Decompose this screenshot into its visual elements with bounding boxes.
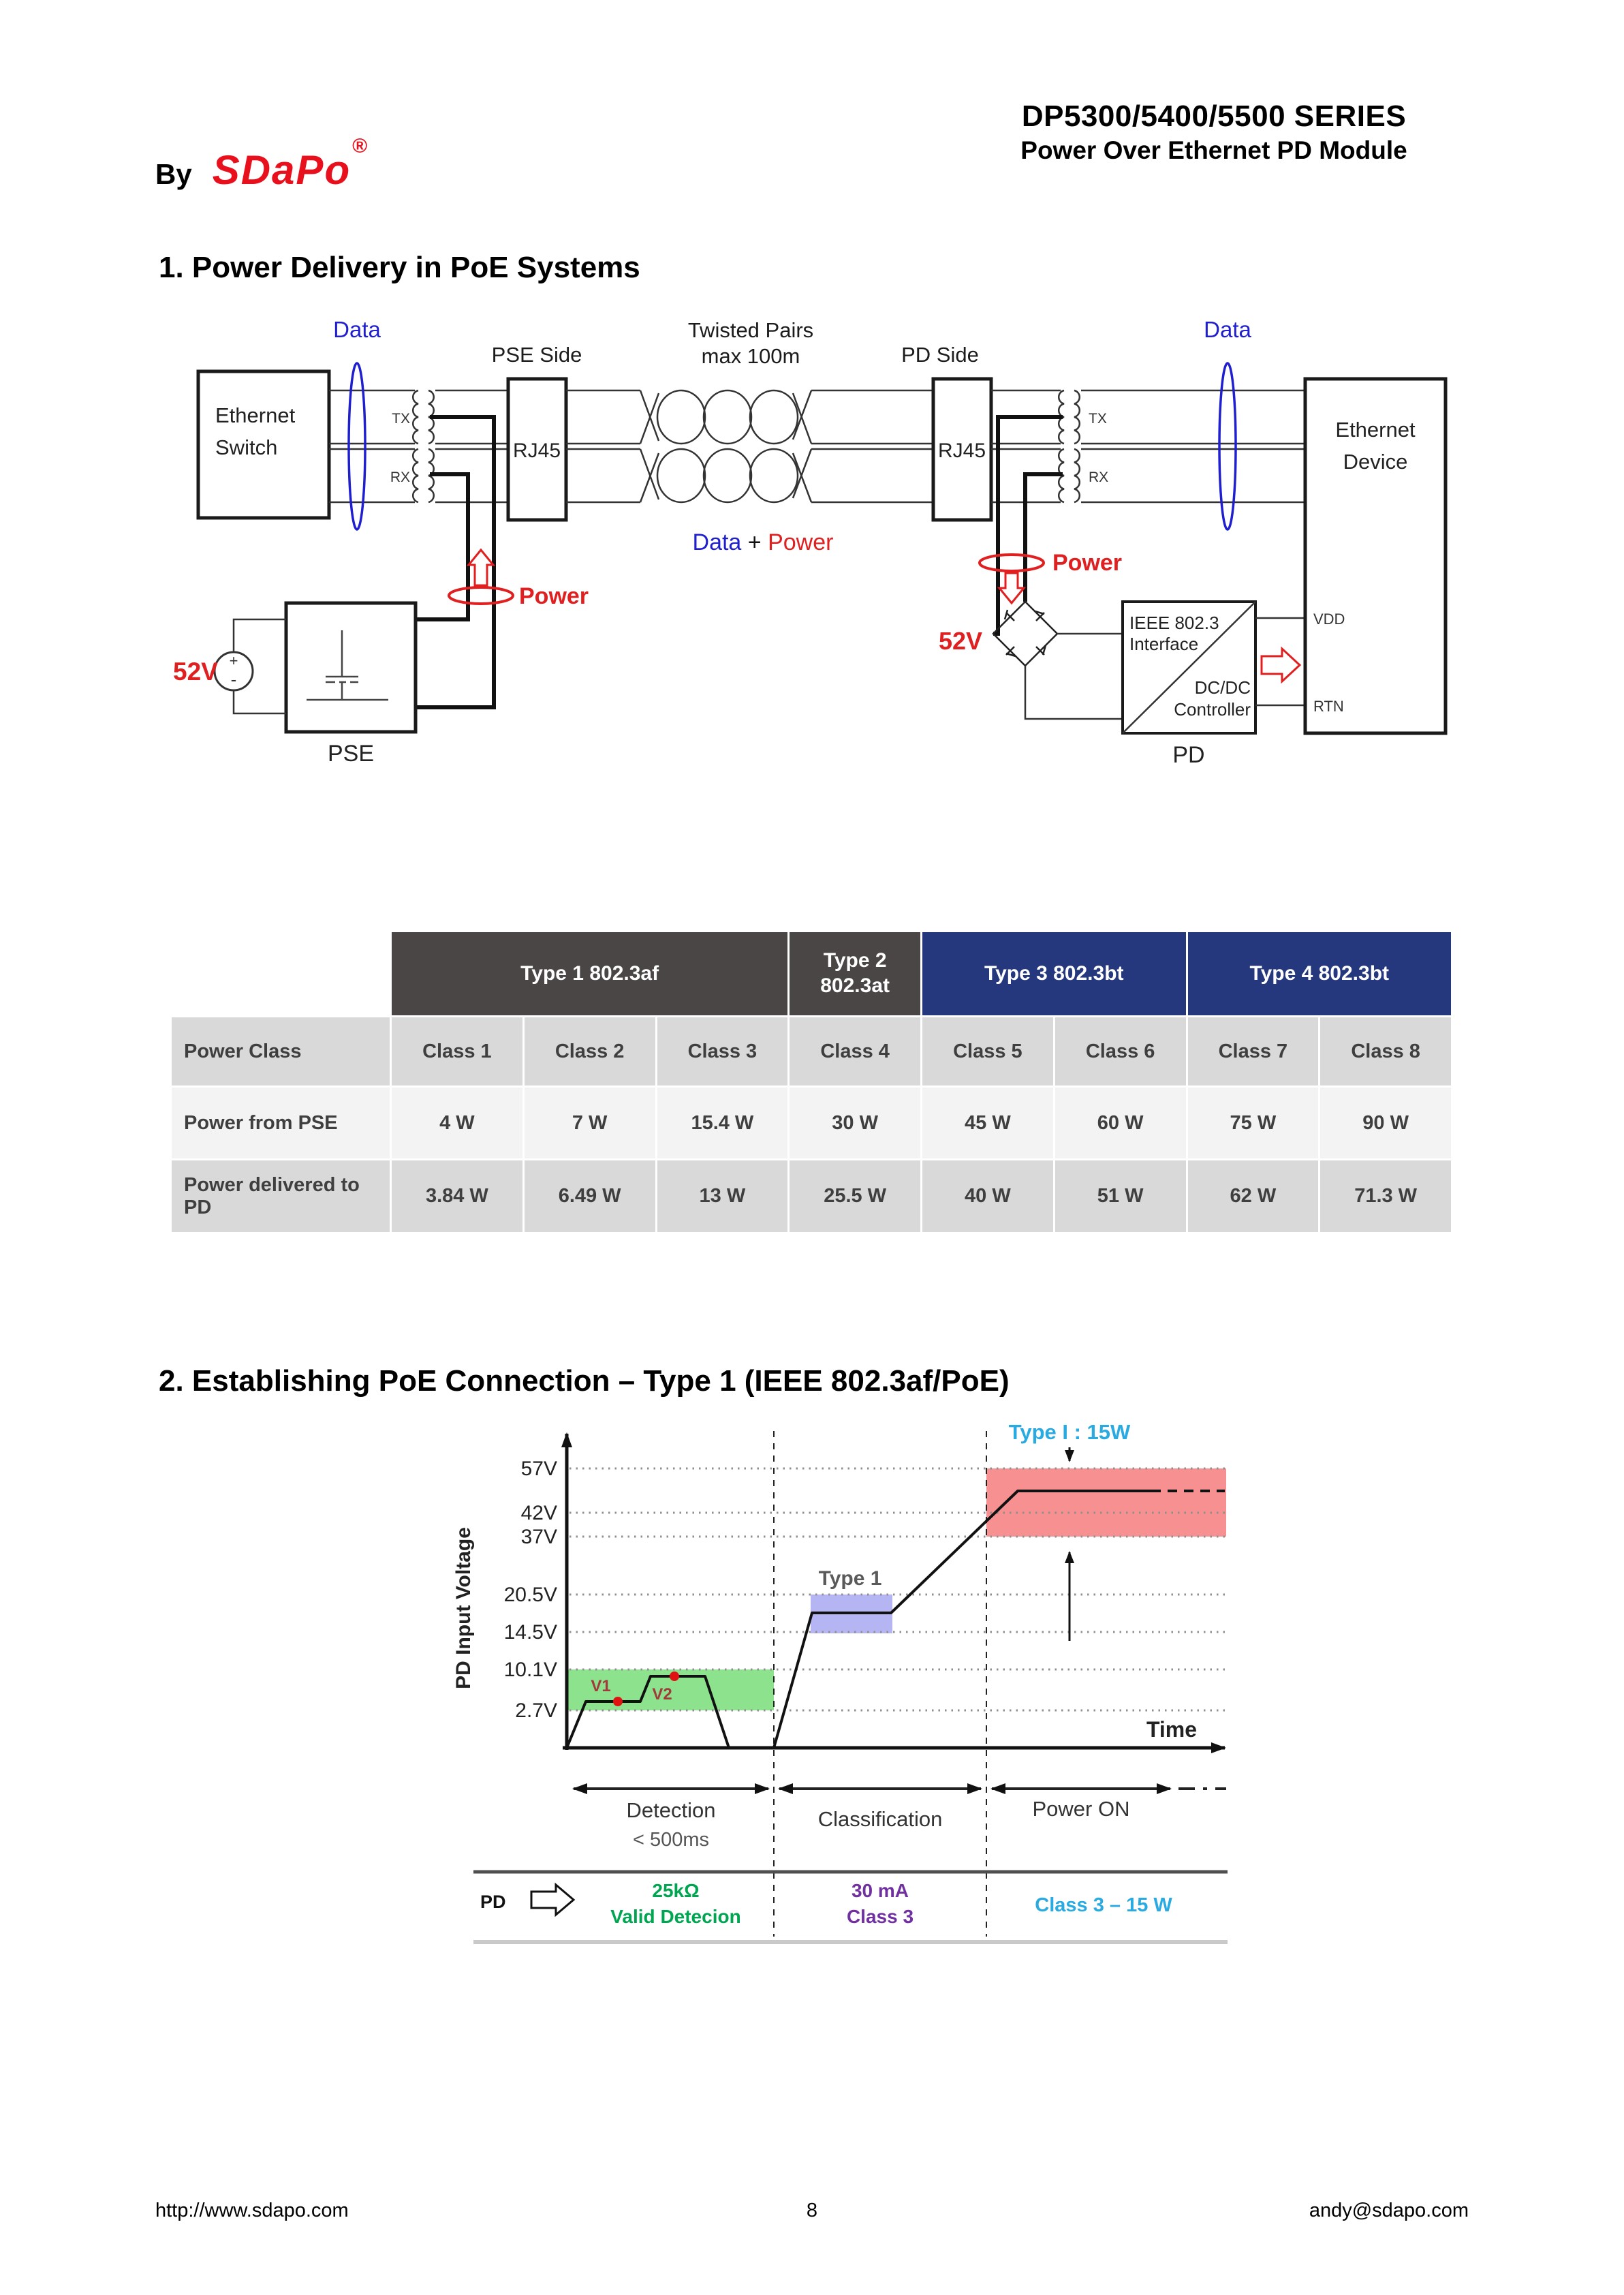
power-ellipse-right <box>980 555 1044 571</box>
mid-data: Data <box>692 529 742 555</box>
footer-url: http://www.sdapo.com <box>155 2200 349 2221</box>
footer-email: andy@sdapo.com <box>1309 2200 1469 2221</box>
table-cell: 75 W <box>1188 1088 1319 1158</box>
table-cell: Class 3 <box>657 1017 788 1085</box>
power-on-note: Class 3 – 15 W <box>1035 1894 1172 1916</box>
row-label-power-class: Power Class <box>172 1017 390 1085</box>
tx-label-left: TX <box>392 411 410 427</box>
series-title: DP5300/5400/5500 SERIES <box>1021 99 1407 133</box>
data-label-right: Data <box>1204 317 1251 342</box>
power-label-left: Power <box>519 583 589 609</box>
phase-detection-label: Detection <box>626 1798 716 1822</box>
table-group-type1: Type 1 802.3af <box>392 932 787 1015</box>
table-cell: Class 4 <box>790 1017 920 1085</box>
table-cell: 4 W <box>392 1088 522 1158</box>
dcdc-label-1: DC/DC <box>1194 677 1251 698</box>
table-cell: Class 2 <box>525 1017 655 1085</box>
tick-14-5v: 14.5V <box>503 1621 557 1644</box>
phase-classification-label: Classification <box>817 1807 943 1831</box>
table-cell: 60 W <box>1055 1088 1186 1158</box>
v1-marker <box>613 1697 623 1706</box>
pd-transformers <box>1059 390 1080 502</box>
pse-wires <box>329 390 508 502</box>
power-on-region <box>986 1468 1226 1537</box>
power-label-right: Power <box>1052 550 1123 576</box>
switch-label-1: Ethernet <box>215 403 296 427</box>
table-cell: 25.5 W <box>790 1160 920 1232</box>
pd-label: PD <box>1172 742 1205 768</box>
rtn-pin-label: RTN <box>1313 698 1344 715</box>
v2-label: V2 <box>652 1685 672 1704</box>
table-cell: Class 6 <box>1055 1017 1186 1085</box>
tick-2-7v: 2.7V <box>515 1699 557 1722</box>
table-cell: Class 5 <box>922 1017 1053 1085</box>
table-group-type3: Type 3 802.3bt <box>922 932 1186 1015</box>
diode-bridge-icon <box>993 602 1057 666</box>
power-down-arrow-icon <box>999 573 1024 603</box>
table-corner-cell <box>172 932 390 1015</box>
table-cell: 6.49 W <box>525 1160 655 1232</box>
section1-title: 1. Power Delivery in PoE Systems <box>159 251 640 284</box>
classification-note-1: 30 mA <box>851 1880 909 1901</box>
v1-label: V1 <box>591 1677 611 1695</box>
mid-plus: + <box>741 529 768 555</box>
table-group-type2 <box>790 932 920 1015</box>
phase-detection-duration: < 500ms <box>632 1829 710 1851</box>
rx-label-left: RX <box>390 469 410 485</box>
registered-mark: ® <box>352 135 368 157</box>
tick-20-5v: 20.5V <box>503 1584 557 1606</box>
poe-system-diagram <box>163 310 1451 794</box>
tick-57v: 57V <box>520 1458 557 1480</box>
pd-row-label: PD <box>480 1892 506 1912</box>
table-cell: Class 7 <box>1188 1017 1319 1085</box>
twisted-pairs-label-2: max 100m <box>701 344 800 368</box>
table-cell: 3.84 W <box>392 1160 522 1232</box>
data-label-left: Data <box>333 317 381 342</box>
vdd-pin-label: VDD <box>1313 611 1345 628</box>
ieee-label-2: Interface <box>1129 634 1199 654</box>
bridge-output-wires <box>1025 634 1123 719</box>
power-ellipse-left <box>449 587 513 604</box>
tick-37v: 37V <box>520 1526 557 1548</box>
row-label-power-pd: Power delivered to PD <box>172 1160 390 1232</box>
row-label-power-pse: Power from PSE <box>172 1088 390 1158</box>
tick-42v: 42V <box>520 1502 557 1524</box>
phase-separators <box>774 1431 986 1937</box>
tx-label-right: TX <box>1089 411 1107 427</box>
header-title-block <box>948 99 1480 165</box>
y-axis-label: PD Input Voltage <box>452 1527 475 1689</box>
data-ellipse-right <box>1219 363 1236 529</box>
source-plus: + <box>229 652 238 669</box>
v52-label-right: 52V <box>939 627 983 655</box>
phase-power-on-label: Power ON <box>1032 1797 1130 1821</box>
section2-title: 2. Establishing PoE Connection – Type 1 (IEEE 802.3af/PoE) <box>159 1364 1010 1398</box>
poe-connection-chart <box>422 1404 1267 1976</box>
header-subtitle: Power Over Ethernet PD Module <box>1020 136 1407 164</box>
output-right-arrow-icon <box>1262 649 1300 681</box>
table-cell: 40 W <box>922 1160 1053 1232</box>
pse-box <box>286 603 416 732</box>
rx-label-right: RX <box>1089 469 1109 485</box>
mid-power: Power <box>768 529 834 555</box>
table-cell: Class 8 <box>1320 1017 1451 1085</box>
table-cell: 30 W <box>790 1088 920 1158</box>
switch-label-2: Switch <box>215 435 278 459</box>
twisted-pairs-label-1: Twisted Pairs <box>687 318 814 342</box>
pse-transformers <box>413 390 434 502</box>
dcdc-label-2: Controller <box>1174 699 1251 720</box>
v2-marker <box>670 1672 679 1681</box>
table-cell: 45 W <box>922 1088 1053 1158</box>
type1-power-label: Type I : 15W <box>1008 1420 1131 1444</box>
pd-row-arrow-icon <box>531 1885 574 1915</box>
table-cell: 51 W <box>1055 1160 1186 1232</box>
data-ellipse-left <box>349 363 365 529</box>
table-cell: 7 W <box>525 1088 655 1158</box>
data-plus-power-label <box>693 529 834 555</box>
rj45-right-label: RJ45 <box>937 440 986 462</box>
tick-10-1v: 10.1V <box>503 1659 557 1681</box>
y-tick-labels <box>504 1458 557 1722</box>
type1-region-label: Type 1 <box>818 1567 882 1590</box>
x-axis-label: Time <box>1146 1717 1198 1742</box>
table-cell: 62 W <box>1188 1160 1319 1232</box>
detection-note-2: Valid Detecion <box>610 1906 741 1927</box>
table-group-type4: Type 4 802.3bt <box>1188 932 1452 1015</box>
pse-side-label: PSE Side <box>491 343 582 367</box>
header-brand-block <box>155 135 367 194</box>
ieee-label-1: IEEE 802.3 <box>1129 613 1219 633</box>
power-class-table <box>172 932 1451 1232</box>
table-cell: Class 1 <box>392 1017 522 1085</box>
by-label: By <box>155 158 192 190</box>
pse-label: PSE <box>327 741 375 767</box>
brand-logo: SDaPo <box>212 147 352 193</box>
pd-side-label: PD Side <box>901 343 979 367</box>
type2-line1: Type 2 <box>823 949 887 972</box>
v52-label-left: 52V <box>173 658 218 686</box>
table-cell: 71.3 W <box>1320 1160 1451 1232</box>
source-minus: - <box>230 669 237 690</box>
footer-page-number: 8 <box>806 2200 818 2221</box>
type2-line2: 802.3at <box>820 974 890 997</box>
detection-note-1: 25kΩ <box>652 1880 700 1901</box>
pd-wires <box>991 390 1305 502</box>
table-cell: 15.4 W <box>657 1088 788 1158</box>
classification-note-2: Class 3 <box>846 1906 914 1927</box>
table-cell: 13 W <box>657 1160 788 1232</box>
power-up-arrow-icon <box>469 550 493 585</box>
device-label-2: Device <box>1343 450 1408 474</box>
device-label-1: Ethernet <box>1335 418 1416 442</box>
table-cell: 90 W <box>1320 1088 1451 1158</box>
rj45-left-label: RJ45 <box>512 440 561 462</box>
twisted-pairs <box>566 390 933 502</box>
